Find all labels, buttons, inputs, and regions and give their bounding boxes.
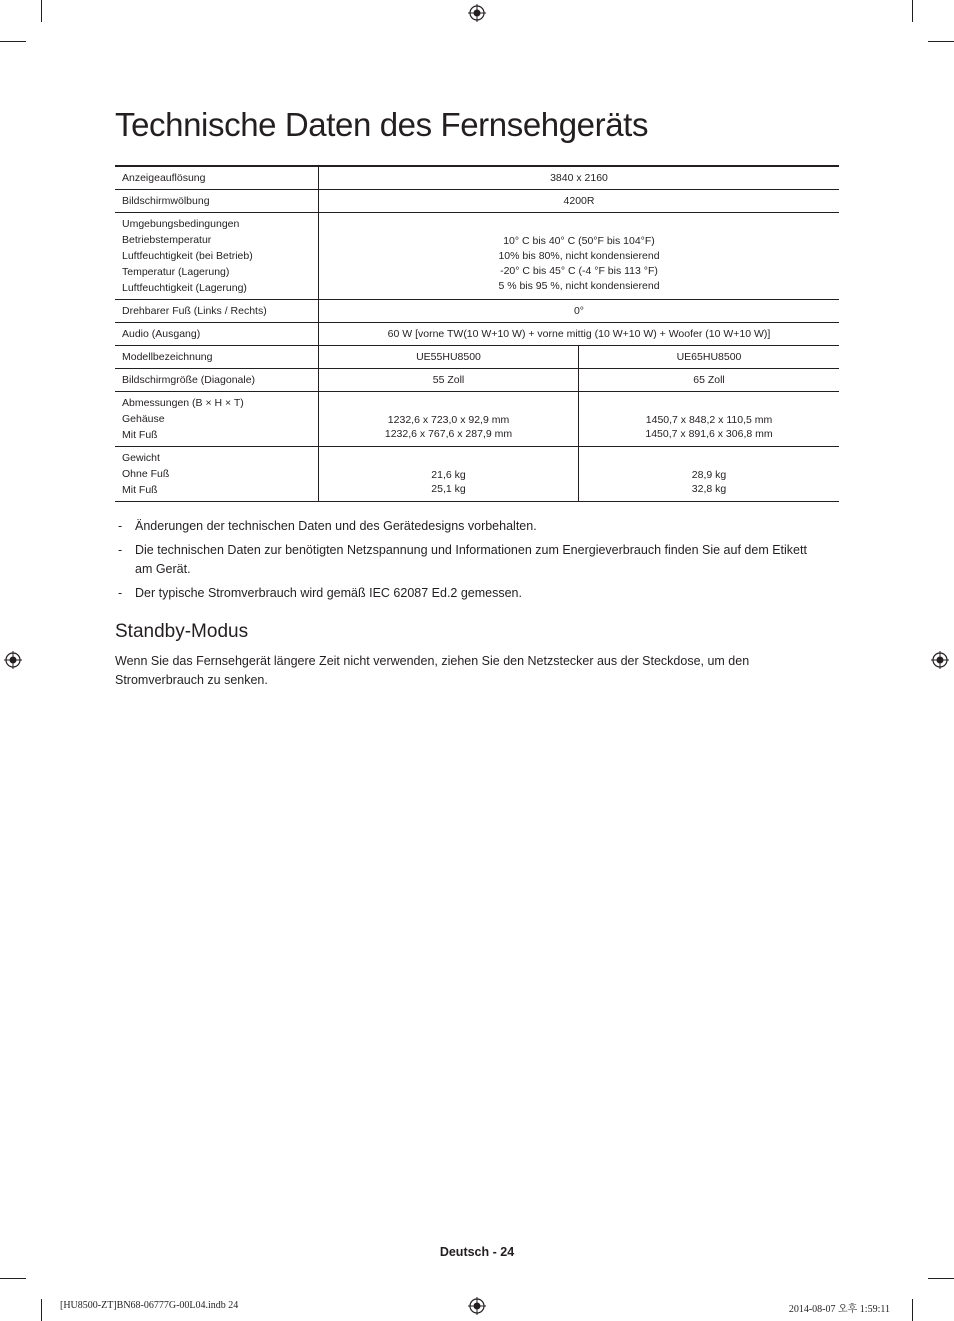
spec-value-line: -20° C bis 45° C (-4 °F bis 113 °F) bbox=[500, 265, 658, 277]
spec-value-line: 5 % bis 95 %, nicht kondensierend bbox=[498, 280, 660, 292]
spec-label: Anzeigeauflösung bbox=[115, 166, 319, 190]
spec-label-line: Temperatur (Lagerung) bbox=[122, 266, 230, 278]
spec-value bbox=[319, 213, 840, 300]
spec-value bbox=[319, 392, 579, 447]
spec-value-line: 32,8 kg bbox=[691, 483, 727, 495]
spec-value-line: 1232,6 x 767,6 x 287,9 mm bbox=[384, 428, 513, 440]
spec-label-line: Gehäuse bbox=[122, 413, 165, 425]
spec-label: Bildschirmwölbung bbox=[115, 190, 319, 213]
spec-label: Audio (Ausgang) bbox=[115, 323, 319, 346]
spec-label-line: Luftfeuchtigkeit (Lagerung) bbox=[122, 282, 247, 294]
note-text: Änderungen der technischen Daten und des Gerätedesigns vorbehalten. bbox=[135, 519, 537, 533]
crop-mark bbox=[41, 1299, 42, 1321]
spec-label-line: Mit Fuß bbox=[122, 429, 158, 441]
table-row bbox=[115, 369, 839, 392]
crop-mark bbox=[0, 41, 26, 42]
print-slug-left: [HU8500-ZT]BN68-06777G-00L04.indb 24 bbox=[60, 1300, 239, 1311]
spec-value bbox=[579, 392, 840, 447]
crop-mark bbox=[928, 1278, 954, 1279]
spec-label: Modellbezeichnung bbox=[115, 346, 319, 369]
spec-label bbox=[115, 447, 319, 502]
spec-label-line: Abmessungen (B × H × T) bbox=[122, 397, 244, 409]
crop-mark bbox=[912, 1299, 913, 1321]
table-row bbox=[115, 190, 839, 213]
notes-list bbox=[115, 517, 815, 608]
registration-mark-icon bbox=[931, 651, 949, 669]
spec-value bbox=[319, 447, 579, 502]
table-row bbox=[115, 166, 839, 190]
registration-mark-icon bbox=[4, 651, 22, 669]
spec-label bbox=[115, 392, 319, 447]
note-text: Die technischen Daten zur benötigten Netzspannung und Informationen zum Energieverbrauch finden Sie auf dem Etikett am Gerät. bbox=[135, 543, 807, 576]
spec-label-line: Umgebungsbedingungen bbox=[122, 218, 240, 230]
spec-value: 4200R bbox=[319, 190, 840, 213]
list-item bbox=[115, 541, 815, 579]
table-row bbox=[115, 323, 839, 346]
page-title: Technische Daten des Fernsehgeräts bbox=[115, 106, 649, 143]
spec-value: 60 W [vorne TW(10 W+10 W) + vorne mittig (10 W+10 W) + Woofer (10 W+10 W)] bbox=[319, 323, 840, 346]
table-row bbox=[115, 300, 839, 323]
spec-value-line: 28,9 kg bbox=[691, 469, 727, 481]
crop-mark bbox=[928, 41, 954, 42]
registration-mark-icon bbox=[468, 4, 486, 22]
table-row bbox=[115, 447, 839, 502]
crop-mark bbox=[0, 1278, 26, 1279]
table-row bbox=[115, 213, 839, 300]
spec-label-line: Betriebstemperatur bbox=[122, 234, 212, 246]
spec-value-line: 10° C bis 40° C (50°F bis 104°F) bbox=[503, 235, 655, 247]
spec-value: 65 Zoll bbox=[579, 369, 840, 392]
table-row bbox=[115, 392, 839, 447]
spec-label-line: Gewicht bbox=[122, 452, 160, 464]
note-text: Der typische Stromverbrauch wird gemäß IEC 62087 Ed.2 gemessen. bbox=[135, 586, 522, 600]
spec-value-line: 1450,7 x 848,2 x 110,5 mm bbox=[645, 414, 773, 426]
spec-value: UE55HU8500 bbox=[319, 346, 579, 369]
spec-value: 3840 x 2160 bbox=[319, 166, 840, 190]
print-slug-right: 2014-08-07 오후 1:59:11 bbox=[788, 1304, 890, 1315]
spec-label bbox=[115, 213, 319, 300]
spec-value: UE65HU8500 bbox=[579, 346, 840, 369]
spec-value bbox=[579, 447, 840, 502]
section-text: Wenn Sie das Fernsehgerät längere Zeit nicht verwenden, ziehen Sie den Netzstecker aus der Steckdose, um den Stromverbrauch zu senken. bbox=[115, 654, 750, 687]
list-item bbox=[115, 584, 815, 603]
spec-value-line: 1450,7 x 891,6 x 306,8 mm bbox=[645, 428, 773, 440]
spec-value-line: 10% bis 80%, nicht kondensierend bbox=[498, 250, 660, 262]
spec-label-line: Luftfeuchtigkeit (bei Betrieb) bbox=[122, 250, 253, 262]
section-heading: Standby-Modus bbox=[115, 621, 249, 642]
crop-mark bbox=[912, 0, 913, 22]
spec-table bbox=[115, 165, 839, 502]
spec-label: Drehbarer Fuß (Links / Rechts) bbox=[115, 300, 319, 323]
list-dash: - bbox=[118, 519, 123, 533]
spec-value: 55 Zoll bbox=[319, 369, 579, 392]
registration-mark-icon bbox=[468, 1297, 486, 1315]
spec-value-line: 25,1 kg bbox=[431, 483, 466, 495]
spec-label: Bildschirmgröße (Diagonale) bbox=[115, 369, 319, 392]
list-dash: - bbox=[118, 543, 123, 557]
spec-label-line: Ohne Fuß bbox=[122, 468, 170, 480]
list-dash: - bbox=[118, 586, 123, 600]
page-footer: Deutsch - 24 bbox=[439, 1245, 515, 1259]
spec-value-line: 21,6 kg bbox=[431, 469, 466, 481]
spec-value: 0° bbox=[319, 300, 840, 323]
crop-mark bbox=[41, 0, 42, 22]
list-item bbox=[115, 517, 815, 536]
spec-value-line: 1232,6 x 723,0 x 92,9 mm bbox=[387, 414, 510, 426]
table-row bbox=[115, 346, 839, 369]
spec-label-line: Mit Fuß bbox=[122, 484, 158, 496]
